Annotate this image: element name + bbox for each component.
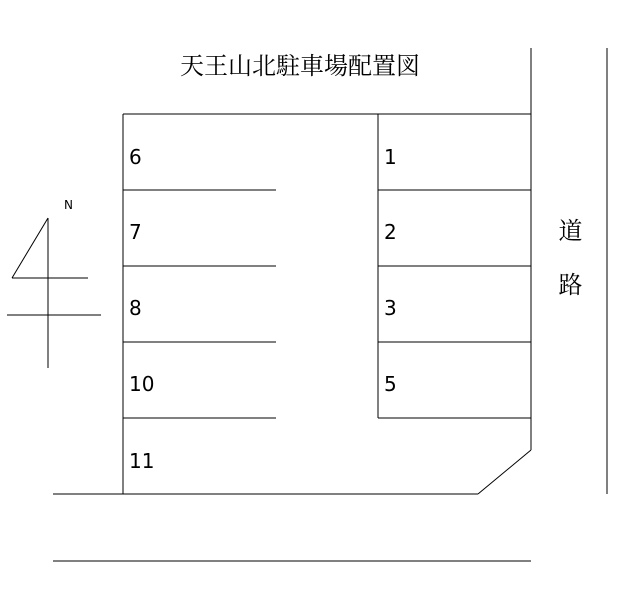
road-label: 道路 — [554, 218, 582, 326]
lot-label-5: 5 — [384, 372, 397, 396]
lot-label-7: 7 — [129, 220, 142, 244]
lot-label-11: 11 — [129, 449, 155, 473]
lot-label-10: 10 — [129, 372, 155, 396]
lot-label-2: 2 — [384, 220, 397, 244]
corner-cut-line — [478, 450, 531, 494]
lot-label-1: 1 — [384, 145, 397, 169]
north-arrow-diagonal — [12, 218, 48, 278]
lot-label-8: 8 — [129, 296, 142, 320]
lot-label-3: 3 — [384, 296, 397, 320]
lot-label-6: 6 — [129, 145, 142, 169]
diagram-title: 天王山北駐車場配置図 — [180, 52, 420, 80]
north-arrow — [7, 218, 101, 368]
north-label: N — [64, 198, 73, 212]
